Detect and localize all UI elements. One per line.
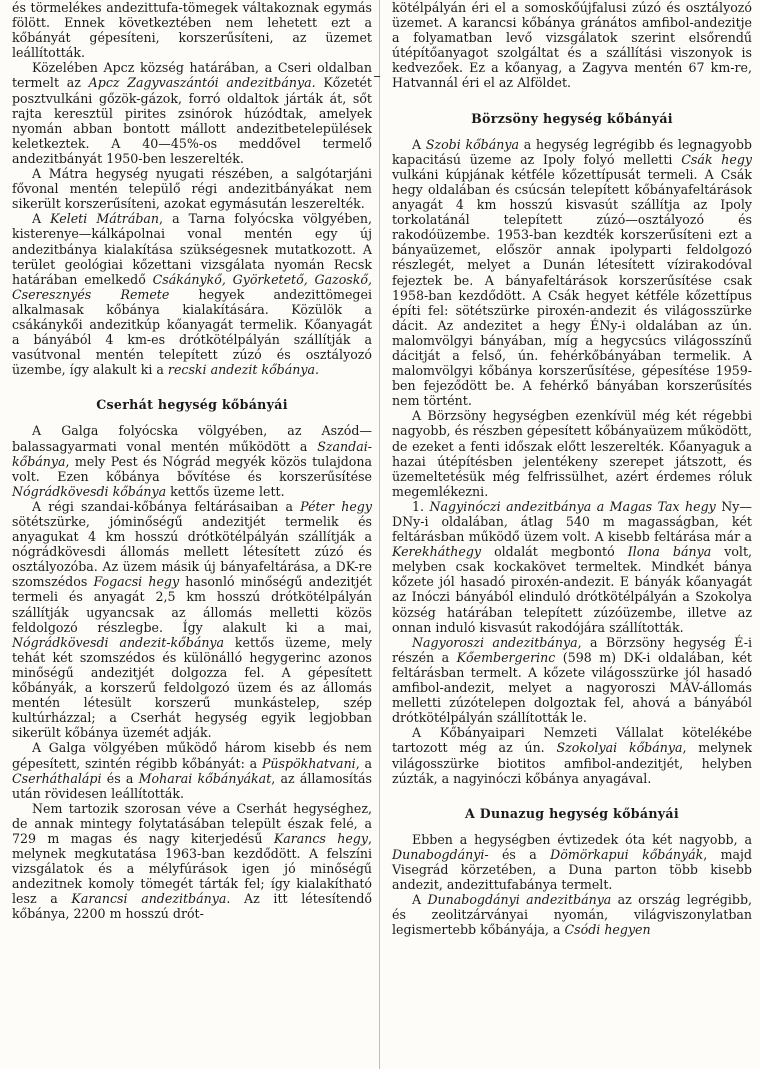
paragraph: A Keleti Mátrában, a Tarna folyócska völgyében, kisterenye—kálkápolnai vonal mentén egy új andezitbánya kialakítása szükségesnek mutatkozott. A terület geológiai kőzettani vizsgálata nyomán Recsk határában emelkedő Csákánykő, Györketető, Gazoskő, Cseresznyés Remete hegyek andezittömegei alkalmasak kőbánya kialakítására. Közülök a csákánykői andezitkúp kőanyagát termelik. Kőanyagát a bányából 4 km-es drótkötélpályán szállítják a vasútvonal mentén telepített zúzó és osztályozó üzembe, így alakult ki a recski andezit kőbánya. bbox=[12, 211, 372, 378]
paragraph: A Szobi kőbánya a hegység legrégibb és legnagyobb kapacitású üzeme az Ipoly folyó melletti Csák hegy vulkáni kúpjának kétféle kőzettípusát termeli. A Csák hegy oldalában és csúcsán telepített kőbányafeltárások anyagát 4 km hosszú kisvasút szállítja az Ipoly torkolatánál telepített zúzó—osztályozó és rakodóüzembe. 1953-ban kezdték korszerűsíteni ezt a bányaüzemet, először annak ipolyparti feldolgozó részlegét, melyet a Dunán létesített vízirakodóval fejeztek be. A bányafeltárások korszerűsítése csak 1958-ban kezdődött. A Csák hegyet kétféle kőzettípus építi fel: sötétszürke piroxén-andezit és világosszürke dácit. Az andezitet a hegy ÉNy-i oldalában az ún. malomvölgyi bányában, míg a hegycsúcs világosszínű dácitját a felső, ún. fehérkőbányában termelik. A malomvölgyi kőbánya korszerűsítése, gépesítése 1959-ben fejeződött be. A fehérkő bányában korszerűsítés nem történt. bbox=[392, 136, 752, 409]
place-name: Cserháthalápi bbox=[12, 770, 102, 786]
place-name: Nagyoroszi andezitbánya bbox=[412, 634, 578, 650]
place-name: Péter hegy bbox=[300, 498, 372, 514]
section-heading-dunazug: A Dunazug hegység kőbányái bbox=[465, 805, 679, 821]
place-name: Moharai kőbányákat bbox=[138, 770, 272, 786]
place-name: Kőembergerinc bbox=[456, 649, 556, 665]
place-name: Karancsi andezitbánya bbox=[71, 891, 227, 907]
place-name: Püspökhatvani bbox=[261, 755, 356, 771]
paragraph: A régi szandai-kőbánya feltárásaiban a Péter hegy sötétszürke, jóminőségű andezitjét termelik és anyagukat 4 km hosszú drótkötélpályán szállítják a nógrádkövesdi állomás mellett létesített zúzó és osztályozóba. Az üzem másik új bányafeltárása, a DK-re szomszédos Fogacsi hegy hasonló minőségű andezitjét termeli és anyagát 2,5 km hosszú drótkötélpályán szállítják ugyancsak az állomás melletti közös feldolgozó részlegbe. Így alakult ki a mai, Nógrádkövesdi andezit-kőbánya kettős üzeme, mely tehát két szomszédos és különálló hegygerinc azonos minőségű andezitjét dolgozza fel. A gépesített kőbányák, a korszerű feldolgozó üzem és az állomás mentén létesült korszerű munkástelep, szép kultúrházzal; a Cserhát hegység egyik legjobban sikerült kőbánya üzemét adják. bbox=[12, 498, 372, 741]
paragraph: A Dunabogdányi andezitbánya az ország legrégibb, és zeolitzárványai nyomán, világviszonylatban legismertebb kőbányája, a Csódi hegyen bbox=[392, 892, 753, 938]
place-name: Szandai-kőbánya bbox=[12, 438, 372, 469]
paragraph: A Kőbányaipari Nemzeti Vállalat kötelékébe tartozott még az ún. Szokolyai kőbánya, melynek világosszürke biotitos amfibol-andezitjét, helyben zúzták, a nagyinóczi kőbánya anyagával. bbox=[392, 725, 752, 786]
paragraph: és törmelékes andezittufa-tömegek váltakoznak egymás fölött. Ennek következtében nem lehetett ezt a kőbányát gépesíteni, korszerűsíteni, az üzemet leállították. bbox=[12, 0, 372, 61]
right-column bbox=[392, 0, 752, 937]
place-name: Dunabogdányi andezitbánya bbox=[427, 892, 612, 908]
paragraph: kötélpályán éri el a somoskőújfalusi zúzó és osztályozó üzemet. A karancsi kőbánya gránátos amfibol-andezitje a folyamatban levő vizsgálatok szerint elsőrendű útépítőanyagot szolgáltat és a szállítási viszonyok is kedvezőek. Ez a kőanyag, a Zagyva mentén 67 km-re, Hatvannál éri el az Alföldet. bbox=[392, 0, 752, 91]
place-name: Apcz Zagyvaszántói andezitbánya. bbox=[88, 75, 316, 91]
paragraph: Ebben a hegységben évtizedek óta két nagyobb, a Dunabogdányi- és a Dömörkapui kőbányák, majd Visegrád körzetében, a Duna parton több kisebb andezit, andezittufabánya termelt. bbox=[392, 831, 752, 893]
paragraph: A Börzsöny hegységben ezenkívül még két régebbi nagyobb, és részben gépesített kőbányaüzem működött, de ezeket a fenti időszak előtt leszerelték. Kőanyaguk a hazai útépítésben jelentékeny szerepet játszott, és üzemeltetésük még felfrissülhet, azért érdemes róluk megemlékezni. bbox=[392, 408, 752, 499]
place-name: Nógrádkövesdi andezit-kőbánya bbox=[12, 634, 225, 650]
place-name: Dömörkapui kőbányák bbox=[550, 846, 704, 862]
left-column bbox=[12, 0, 372, 922]
place-name: Csák hegy bbox=[681, 151, 752, 167]
paragraph: Nagyoroszi andezitbánya, a Börzsöny hegység É-i részén a Kőembergerinc (598 m) DK-i oldalában, két feltárásban termelt. A kőzete világosszürke jól hasadó amfibol-andezit, melyet a nagyoroszi MÁV-állomás melletti zúzótelepen dolgoztak fel, ahová a bányából drótkötélpályán szállították le. bbox=[392, 634, 752, 726]
margin-mark bbox=[374, 76, 380, 77]
paragraph: 1. Nagyinóczi andezitbánya a Magas Tax hegy Ny—DNy-i oldalában, átlag 540 m magasságban, két feltárásban működő üzem volt. A kisebb feltárása már a Kerekháthegy oldalát megbontó Ilona bánya volt, melyben csak kockakövet termeltek. Mindkét bánya kőzete jól hasadó piroxén-andezit. E bányák kőanyagát az Inóczi bányából elinduló drótkötélpályán a Szokolya község határában telepített zúzóüzembe, illetve az onnan induló kisvasút rakodójára szállították. bbox=[392, 498, 753, 635]
section-heading-cserhat: Cserhát hegység kőbányái bbox=[96, 397, 288, 413]
place-name: Keleti Mátrában bbox=[50, 211, 160, 227]
place-name: Ilona bánya bbox=[627, 544, 712, 560]
place-name: Nógrádkövesdi kőbánya bbox=[12, 483, 167, 499]
section-heading-borzsony: Börzsöny hegység kőbányái bbox=[471, 110, 673, 126]
paragraph: A Galga folyócska völgyében, az Aszód—balassagyarmati vonal mentén működött a Szandai-kőbánya, mely Pest és Nógrád megyék közös tulajdona volt. Ezen kőbánya bővítése és korszerűsítése Nógrádkövesdi kőbánya kettős üzeme lett. bbox=[12, 423, 372, 499]
place-name: Csákánykő, Györketető, Gazoskő, Cseresznyés Remete bbox=[12, 271, 372, 302]
place-name: Dunabogdányi- bbox=[392, 846, 489, 862]
place-name: Fogacsi hegy bbox=[93, 574, 180, 590]
place-name: Szokolyai kőbánya bbox=[556, 740, 683, 756]
place-name: Szobi kőbánya bbox=[425, 136, 519, 152]
place-name: Karancs hegy bbox=[273, 830, 368, 846]
place-name: Nagyinóczi andezitbánya a Magas Tax hegy bbox=[429, 498, 716, 514]
paragraph: A Mátra hegység nyugati részében, a salgótarjáni fővonal mentén települő régi andezitbányákat nem sikerült korszerűsíteni, azokat egymásután leszerelték. bbox=[12, 166, 372, 212]
paragraph: A Galga völgyében működő három kisebb és nem gépesített, szintén régibb kőbányát: a Püspökhatvani, a Cserháthalápi és a Moharai kőbányákat, az államosítás után rövidesen leállították. bbox=[12, 740, 372, 801]
column-divider bbox=[379, 0, 380, 1069]
place-name: Kerekháthegy bbox=[392, 544, 482, 560]
place-name: recski andezit kőbánya bbox=[167, 362, 315, 378]
paragraph: Közelében Apcz község határában, a Cseri oldalban termelt az Apcz Zagyvaszántói andezitbánya. Kőzetét posztvulkáni gőzök-gázok, forró oldaltok járták át, sőt rajta keresztül pirites zsinórok húzódtak, amelyek nyomán abban bontott mállott andezitbetelepülések keletkeztek. A 40—45%-os meddővel termelő andezitbányát 1950-ben leszerelték. bbox=[12, 60, 372, 166]
paragraph: Nem tartozik szorosan véve a Cserhát hegységhez, de annak mintegy folytatásában települt észak felé, a 729 m magas és nagy kiterjedésű Karancs hegy, melynek megkutatása 1963-ban kezdődött. A felszíni vizsgálatok és a mélyfúrások igen jó minőségű andezitnek komoly tömegét tárták fel; így kialakítható lesz a Karancsi andezitbánya. Az itt létesítendő kőbánya, 2200 m hosszú drót- bbox=[12, 800, 372, 922]
place-name: Csódi hegyen bbox=[564, 922, 651, 938]
